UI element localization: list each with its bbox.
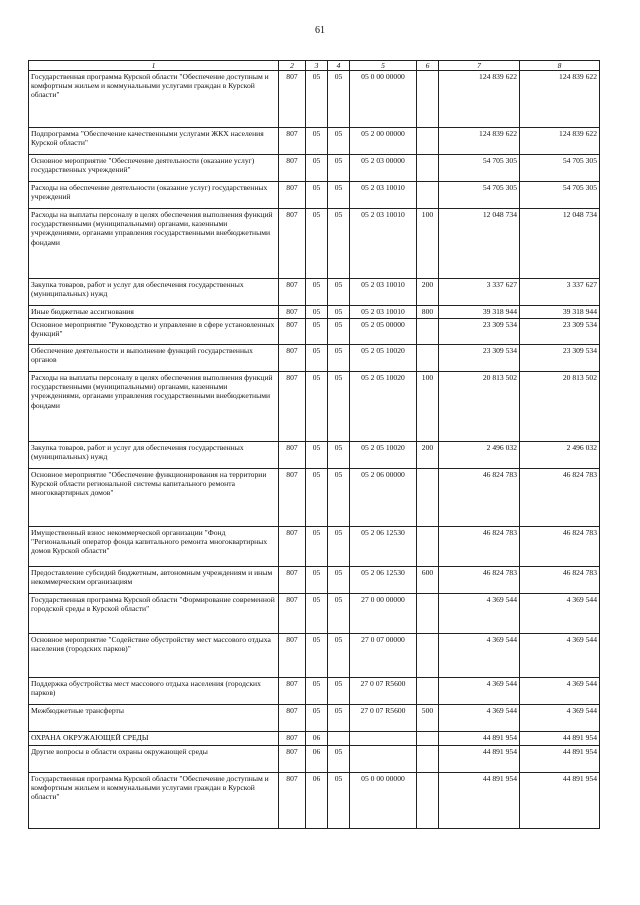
header-cell: 2 [279, 61, 306, 71]
row-csr: 05 2 00 00000 [350, 128, 417, 155]
row-vr [417, 746, 439, 773]
row-sum-2: 46 824 783 [520, 469, 600, 527]
row-pr: 05 [328, 155, 350, 182]
row-csr: 05 2 05 10020 [350, 372, 417, 442]
row-grbs: 807 [279, 306, 306, 319]
row-sum-1: 46 824 783 [439, 469, 520, 527]
row-vr [417, 345, 439, 372]
row-grbs: 807 [279, 527, 306, 567]
row-vr [417, 128, 439, 155]
table-row [29, 678, 600, 705]
row-name: Государственная программа Курской области "Обеспечение доступным и комфортным жильем и коммунальными услугами граждан в Курской области" [29, 773, 279, 829]
row-pr: 05 [328, 469, 350, 527]
row-rz: 05 [306, 306, 328, 319]
row-grbs: 807 [279, 182, 306, 209]
row-sum-1: 54 705 305 [439, 182, 520, 209]
row-sum-1: 4 369 544 [439, 634, 520, 678]
row-pr: 05 [328, 279, 350, 306]
row-name: Подпрограмма "Обеспечение качественными услугами ЖКХ населения Курской области" [29, 128, 279, 155]
row-pr: 05 [328, 634, 350, 678]
row-sum-2: 20 813 502 [520, 372, 600, 442]
row-pr: 05 [328, 209, 350, 279]
row-vr [417, 732, 439, 746]
row-name: Предоставление субсидий бюджетным, автономным учреждениям и иным некоммерческим организациям [29, 567, 279, 594]
row-name: Иные бюджетные ассигнования [29, 306, 279, 319]
row-pr: 05 [328, 372, 350, 442]
row-pr: 05 [328, 567, 350, 594]
budget-table [28, 60, 600, 829]
row-sum-2: 4 369 544 [520, 594, 600, 634]
row-name: Государственная программа Курской области "Формирование современной городской среды в Курской области" [29, 594, 279, 634]
row-vr: 100 [417, 209, 439, 279]
table-row [29, 469, 600, 527]
row-name: Основное мероприятие "Руководство и управление в сфере установленных функций" [29, 319, 279, 345]
row-grbs: 807 [279, 678, 306, 705]
row-csr: 05 2 03 10010 [350, 306, 417, 319]
row-grbs: 807 [279, 594, 306, 634]
row-grbs: 807 [279, 746, 306, 773]
row-sum-2: 46 824 783 [520, 527, 600, 567]
row-sum-1: 23 309 534 [439, 319, 520, 345]
row-rz: 05 [306, 372, 328, 442]
row-sum-2: 44 891 954 [520, 732, 600, 746]
row-name: Имущественный взнос некоммерческой организации "Фонд "Региональный оператор фонда капитального ремонта многоквартирных домов Курской области" [29, 527, 279, 567]
row-sum-2: 44 891 954 [520, 746, 600, 773]
row-csr: 05 2 03 10010 [350, 209, 417, 279]
row-sum-1: 20 813 502 [439, 372, 520, 442]
header-cell: 4 [328, 61, 350, 71]
page-number: 61 [315, 25, 325, 36]
row-csr: 05 2 06 12530 [350, 527, 417, 567]
table-row [29, 128, 600, 155]
row-csr [350, 746, 417, 773]
row-name: ОХРАНА ОКРУЖАЮЩЕЙ СРЕДЫ [29, 732, 279, 746]
row-name: Закупка товаров, работ и услуг для обеспечения государственных (муниципальных) нужд [29, 279, 279, 306]
row-grbs: 807 [279, 209, 306, 279]
table-row [29, 209, 600, 279]
row-csr: 05 2 03 00000 [350, 155, 417, 182]
row-grbs: 807 [279, 279, 306, 306]
row-vr [417, 634, 439, 678]
row-vr [417, 182, 439, 209]
row-rz: 05 [306, 678, 328, 705]
row-csr: 05 0 00 00000 [350, 71, 417, 128]
row-rz: 05 [306, 279, 328, 306]
row-grbs: 807 [279, 319, 306, 345]
table-row [29, 442, 600, 469]
row-rz: 06 [306, 732, 328, 746]
row-sum-1: 44 891 954 [439, 746, 520, 773]
row-sum-1: 4 369 544 [439, 594, 520, 634]
row-rz: 05 [306, 155, 328, 182]
row-csr: 05 2 05 10020 [350, 442, 417, 469]
row-pr: 05 [328, 345, 350, 372]
row-sum-2: 23 309 534 [520, 345, 600, 372]
row-sum-1: 12 048 734 [439, 209, 520, 279]
row-csr: 05 2 03 10010 [350, 182, 417, 209]
row-grbs: 807 [279, 567, 306, 594]
table-row [29, 345, 600, 372]
row-pr [328, 732, 350, 746]
header-cell: 8 [520, 61, 600, 71]
header-cell: 3 [306, 61, 328, 71]
row-vr [417, 469, 439, 527]
row-name: Межбюджетные трансферты [29, 705, 279, 732]
row-vr [417, 594, 439, 634]
row-vr [417, 527, 439, 567]
row-csr: 05 0 00 00000 [350, 773, 417, 829]
row-grbs: 807 [279, 705, 306, 732]
row-sum-2: 54 705 305 [520, 182, 600, 209]
row-name: Закупка товаров, работ и услуг для обеспечения государственных (муниципальных) нужд [29, 442, 279, 469]
row-rz: 05 [306, 594, 328, 634]
row-sum-1: 44 891 954 [439, 773, 520, 829]
row-name: Основное мероприятие "Обеспечение функционирования на территории Курской области региональной системы капитального ремонта многоквартирных домов" [29, 469, 279, 527]
row-csr: 05 2 06 12530 [350, 567, 417, 594]
row-sum-2: 4 369 544 [520, 678, 600, 705]
row-vr: 200 [417, 442, 439, 469]
row-csr: 27 0 07 R5600 [350, 705, 417, 732]
row-sum-1: 54 705 305 [439, 155, 520, 182]
row-pr: 05 [328, 773, 350, 829]
row-vr [417, 71, 439, 128]
row-sum-1: 46 824 783 [439, 567, 520, 594]
row-sum-2: 4 369 544 [520, 705, 600, 732]
row-rz: 05 [306, 442, 328, 469]
row-vr: 500 [417, 705, 439, 732]
table-row [29, 71, 600, 128]
header-cell: 5 [350, 61, 417, 71]
row-sum-2: 54 705 305 [520, 155, 600, 182]
row-sum-2: 12 048 734 [520, 209, 600, 279]
row-rz: 05 [306, 705, 328, 732]
row-rz: 06 [306, 773, 328, 829]
row-grbs: 807 [279, 634, 306, 678]
row-sum-2: 124 839 622 [520, 128, 600, 155]
row-vr [417, 155, 439, 182]
row-pr: 05 [328, 306, 350, 319]
row-csr: 27 0 00 00000 [350, 594, 417, 634]
row-grbs: 807 [279, 372, 306, 442]
row-vr [417, 678, 439, 705]
row-sum-1: 39 318 944 [439, 306, 520, 319]
row-name: Расходы на выплаты персоналу в целях обеспечения выполнения функций государственными (муниципальными) органами, казенными учреждениями, органами управления государственными внебюджетными фондами [29, 209, 279, 279]
row-rz: 05 [306, 182, 328, 209]
row-sum-1: 4 369 544 [439, 705, 520, 732]
row-pr: 05 [328, 594, 350, 634]
row-rz: 05 [306, 319, 328, 345]
row-rz: 05 [306, 469, 328, 527]
row-vr: 800 [417, 306, 439, 319]
table-row [29, 746, 600, 773]
row-pr: 05 [328, 678, 350, 705]
header-cell: 7 [439, 61, 520, 71]
header-cell: 1 [29, 61, 279, 71]
row-vr [417, 319, 439, 345]
row-name: Государственная программа Курской области "Обеспечение доступным и комфортным жильем и коммунальными услугами граждан в Курской области" [29, 71, 279, 128]
table-row [29, 372, 600, 442]
row-csr: 05 2 05 00000 [350, 319, 417, 345]
row-sum-2: 46 824 783 [520, 567, 600, 594]
row-rz: 05 [306, 345, 328, 372]
row-rz: 05 [306, 634, 328, 678]
row-rz: 05 [306, 527, 328, 567]
row-grbs: 807 [279, 71, 306, 128]
row-vr: 600 [417, 567, 439, 594]
row-sum-2: 2 496 032 [520, 442, 600, 469]
row-name: Основное мероприятие "Обеспечение деятельности (оказание услуг) государственных учреждений" [29, 155, 279, 182]
row-pr: 05 [328, 442, 350, 469]
row-sum-1: 23 309 534 [439, 345, 520, 372]
row-name: Расходы на обеспечение деятельности (оказание услуг) государственных учреждений [29, 182, 279, 209]
table-row [29, 182, 600, 209]
table-row [29, 319, 600, 345]
table-row [29, 705, 600, 732]
row-csr: 27 0 07 00000 [350, 634, 417, 678]
row-pr: 05 [328, 128, 350, 155]
row-grbs: 807 [279, 732, 306, 746]
table-row [29, 279, 600, 306]
row-sum-2: 23 309 534 [520, 319, 600, 345]
row-csr: 05 2 06 00000 [350, 469, 417, 527]
row-name: Поддержка обустройства мест массового отдыха населения (городских парков) [29, 678, 279, 705]
row-rz: 06 [306, 746, 328, 773]
table-row [29, 594, 600, 634]
row-sum-1: 46 824 783 [439, 527, 520, 567]
row-rz: 05 [306, 209, 328, 279]
table-row [29, 306, 600, 319]
row-sum-2: 3 337 627 [520, 279, 600, 306]
row-pr: 05 [328, 705, 350, 732]
table-row [29, 155, 600, 182]
row-sum-2: 39 318 944 [520, 306, 600, 319]
row-grbs: 807 [279, 345, 306, 372]
row-vr: 100 [417, 372, 439, 442]
row-rz: 05 [306, 71, 328, 128]
table-row [29, 634, 600, 678]
table-row [29, 527, 600, 567]
row-sum-2: 4 369 544 [520, 634, 600, 678]
row-sum-1: 124 839 622 [439, 128, 520, 155]
row-name: Расходы на выплаты персоналу в целях обеспечения выполнения функций государственными (муниципальными) органами, казенными учреждениями, органами управления государственными внебюджетными фондами [29, 372, 279, 442]
row-grbs: 807 [279, 773, 306, 829]
row-pr: 05 [328, 746, 350, 773]
row-pr: 05 [328, 71, 350, 128]
table-row [29, 567, 600, 594]
row-pr: 05 [328, 182, 350, 209]
row-grbs: 807 [279, 442, 306, 469]
row-grbs: 807 [279, 155, 306, 182]
table-row [29, 773, 600, 829]
row-sum-1: 4 369 544 [439, 678, 520, 705]
header-row [29, 61, 600, 71]
row-pr: 05 [328, 319, 350, 345]
row-sum-1: 2 496 032 [439, 442, 520, 469]
row-sum-2: 124 839 622 [520, 71, 600, 128]
row-rz: 05 [306, 128, 328, 155]
row-grbs: 807 [279, 128, 306, 155]
row-sum-1: 124 839 622 [439, 71, 520, 128]
table-row [29, 732, 600, 746]
row-name: Обеспечение деятельности и выполнение функций государственных органов [29, 345, 279, 372]
row-csr: 05 2 03 10010 [350, 279, 417, 306]
row-pr: 05 [328, 527, 350, 567]
row-sum-1: 3 337 627 [439, 279, 520, 306]
row-name: Другие вопросы в области охраны окружающей среды [29, 746, 279, 773]
row-csr [350, 732, 417, 746]
row-csr: 05 2 05 10020 [350, 345, 417, 372]
row-sum-2: 44 891 954 [520, 773, 600, 829]
row-name: Основное мероприятие "Содействие обустройству мест массового отдыха населения (городских парков)" [29, 634, 279, 678]
row-csr: 27 0 07 R5600 [350, 678, 417, 705]
row-grbs: 807 [279, 469, 306, 527]
row-vr: 200 [417, 279, 439, 306]
row-vr [417, 773, 439, 829]
row-rz: 05 [306, 567, 328, 594]
header-cell: 6 [417, 61, 439, 71]
row-sum-1: 44 891 954 [439, 732, 520, 746]
